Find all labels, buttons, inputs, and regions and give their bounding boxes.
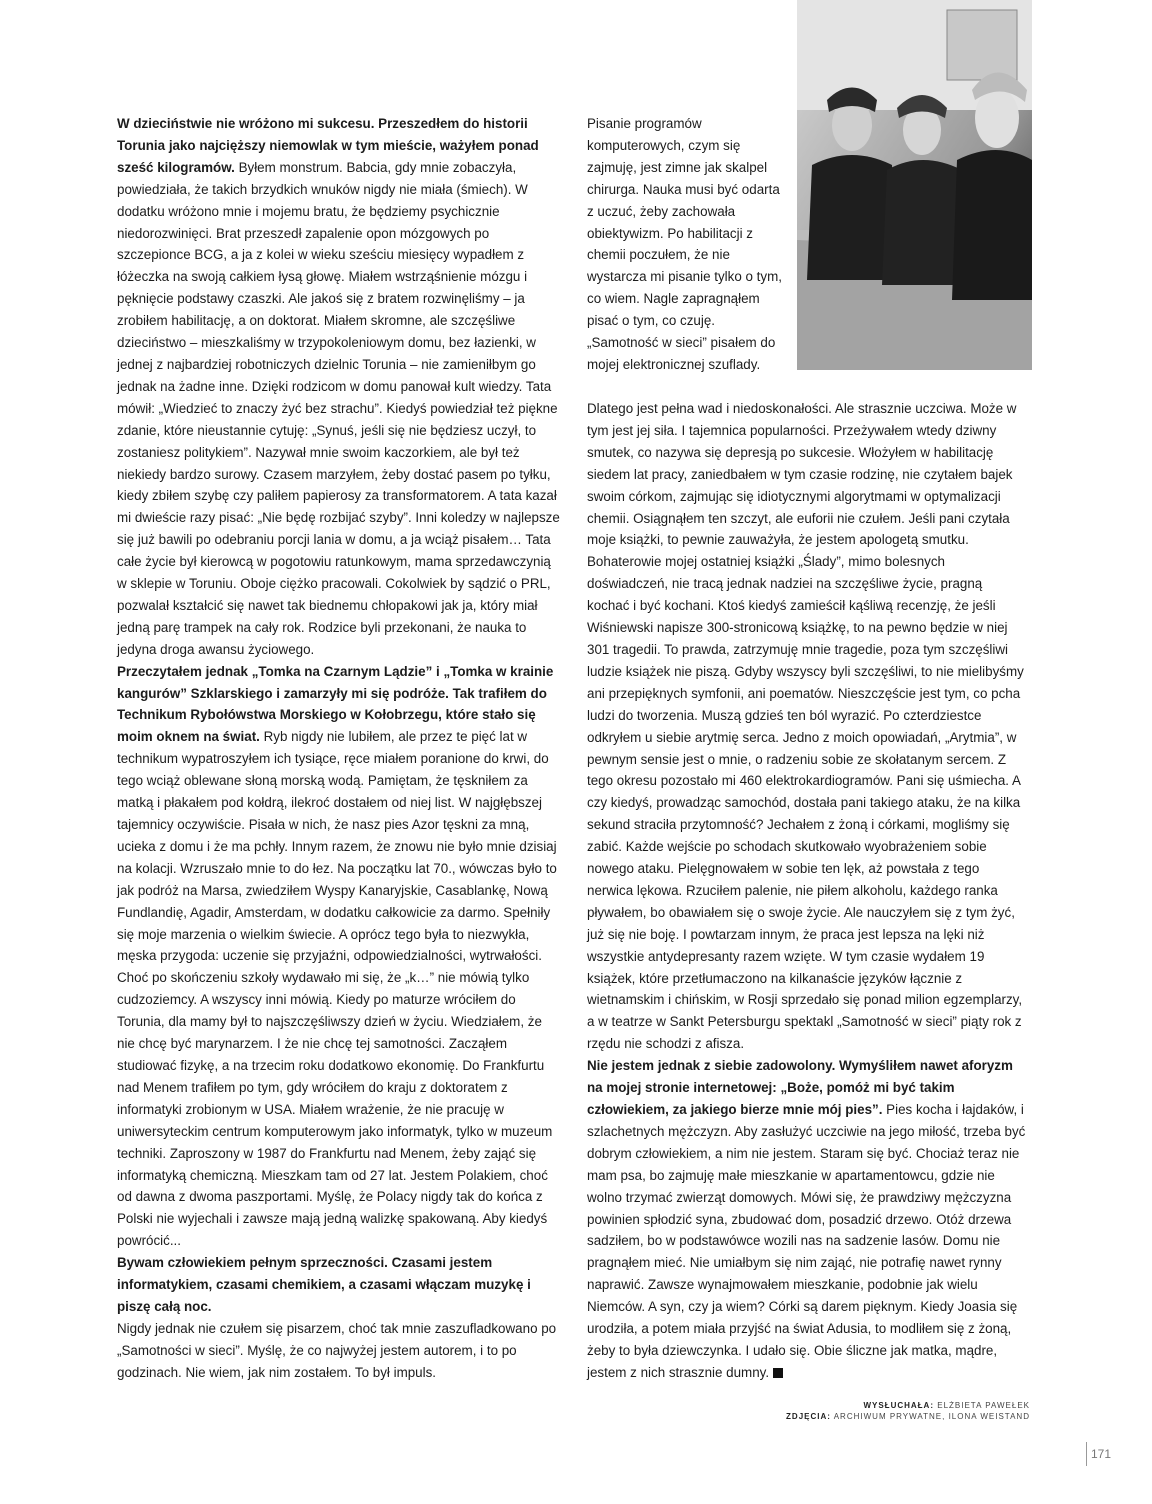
right-top-paragraph: Pisanie programów komputerowych, czym się zajmuję, jest zimne jak skalpel chirurga. Nauka musi być odarta z uczuć, żeby zachowała obiektywizm. Po habilitacji z chemii poczułem, że nie wystarcza mi pisanie tylko o tym, co wiem. Nagle zapragnąłem pisać o tym, co czuję. „Samotność w sieci” pisałem do mojej elektronicznej szuflady. <box>587 116 782 372</box>
lead-text-2: Przeczytałem jednak „Tomka na Czarnym Lądzie” i „Tomka w krainie kangurów” Szklarskiego i zamarzyły mi się podróże. Tak trafiłem do Technikum Rybołówstwa Morskiego w Kołobrzegu, które stało się moim oknem na świat. <box>117 663 554 745</box>
archival-photo <box>797 0 1032 370</box>
credit-interview-name: ELŻBIETA PAWEŁEK <box>937 1401 1030 1410</box>
right-paragraph-2 <box>587 1055 1027 1384</box>
article-right-column <box>587 398 1027 1384</box>
left-paragraph-4 <box>117 1318 562 1384</box>
article-right-column-top <box>587 113 787 376</box>
credit-photo <box>786 1411 1030 1422</box>
credit-photo-label: ZDJĘCIA: <box>786 1412 831 1421</box>
body-text-3: Nigdy jednak nie czułem się pisarzem, choć tak mnie zaszufladkowano po „Samotności w sieci”. Myślę, że co najwyżej jestem autorem, i to po godzinach. Nie wiem, jak nim zostałem. To był impuls. <box>117 1320 557 1380</box>
photo-image <box>797 0 1032 370</box>
body-text-5: Pies kocha i łajdaków, i szlachetnych mężczyzn. Aby zasłużyć uczciwie na jego miłość, trzeba być dobrym człowiekiem, a nim nie jestem. Staram się być. Chociaż teraz nie mam psa, bo zajmuję małe mieszkanie w apartamentowcu, gdzie nie wolno trzymać zwierząt domowych. Mówi się, że prawdziwy mężczyzna powinien spłodzić syna, zbudować dom, posadzić drzewo. Otóż drzewa sadziłem, bo w podstawówce wozili nas na sadzenie lasów. Domu nie pragnąłem mieć. Nie umiałbym się nim zająć, nie potrafię nawet rynny naprawić. Zawsze wynajmowałem mieszkanie, podobnie jak wielu Niemców. A syn, czy ja wiem? Córki są darem pięknym. Kiedy Joasia się urodziła, a potem miała przyjść na świat Adusia, to modliłem się z żoną, żeby to była dziewczynka. I udało się. Obie śliczne jak matka, mądre, jestem z nich strasznie dumny. <box>587 1102 1026 1380</box>
body-text-1: Byłem monstrum. Babcia, gdy mnie zobaczyła, powiedziała, że takich brzydkich wnuków nigdy nie miała (śmiech). W dodatku wróżono mnie i mojemu bratu, że będziemy psychicznie niedorozwinięci. Brat przeszedł zapalenie opon mózgowych po szczepionce BCG, a ja z kolei w wieku sześciu miesięcy wypadłem z łóżeczka na swoją całkiem łysą głowę. Miałem wstrząśnienie mózgu i pęknięcie podstawy czaszki. Ale jakoś się z bratem rozwinęliśmy – ja zrobiłem habilitację, a on doktorat. Miałem skromne, ale szczęśliwe dzieciństwo – mieszkaliśmy w trzypokoleniowym domu, bez łazienki, w jednej z najbardziej robotniczych dzielnic Torunia – nie zamieniłbym go jednak na żadne inne. Dzięki rodzicom w domu panował kult wiedzy. Tata mówił: „Wiedzieć to znaczy żyć bez strachu”. Kiedyś powiedział też piękne zdanie, które nieustannie cytuję: „Synuś, jeśli się nie będziesz uczył, to zostaniesz politykiem”. Nazywał mnie swoim kaczorkiem, ale był też niekiedy bardzo surowy. Czasem marzyłem, żeby dostać pasem po tyłku, kiedy zbiłem szybę czy paliłem papierosy za transformatorem. A tata kazał mi dwieście razy pisać: „Nie będę rozbijać szyby”. Inni koledzy w najlepsze się już bawili po odebraniu porcji lania w domu, a ja wciąż pisałem… Tata całe życie był kierowcą w pogotowiu ratunkowym, mama sprzedawczynią w sklepie w Toruniu. Oboje ciężko pracowali. Cokolwiek by sądzić o PRL, pozwalał kształcić się nawet tak biednemu chłopakowi jak ja, który miał jedną parę trampek na cały rok. Rodzice byli przekonani, że nauka to jedyna droga awansu życiowego. <box>117 159 560 657</box>
credits <box>786 1400 1030 1422</box>
body-text-2: Ryb nigdy nie lubiłem, ale przez te pięć lat w technikum wypatroszyłem ich tysiące, ręce miałem poranione do krwi, do tego wciąż oblewane słoną morską wodą. Pamiętam, że tęskniłem za matką i płakałem pod kołdrą, ilekroć dostałem od niej list. W najgłębszej tajemnicy oczywiście. Pisała w nich, że nasz pies Azor tęskni za mną, ucieka z domu i że ma pchły. Innym razem, że znowu nie było mnie dzisiaj na kolacji. Wzruszało mnie to do łez. Na początku lat 70., wówczas było to jak podróż na Marsa, zwiedziłem Wyspy Kanaryjskie, Casablankę, Nową Fundlandię, Agadir, Amsterdam, w dodatku całkowicie za darmo. Spełniły się moje marzenia o wielkim świecie. A oprócz tego była to niezwykła, męska przygoda: uczenie się przyjaźni, odpowiedzialności, wytrwałości. Choć po skończeniu szkoły wydawało mi się, że „k…” nie mówią tylko cudzoziemcy. A wszyscy inni mówią. Kiedy po maturze wróciłem do Torunia, dla mamy był to najszczęśliwszy dzień w życiu. Wiedziałem, że nie chcę być marynarzem. I że nie chcę tej samotności. Zacząłem studiować fizykę, a na trzecim roku dodatkowo ekonomię. Do Frankfurtu nad Menem trafiłem po tym, gdy wróciłem do kraju z doktoratem z informatyki zrobionym w USA. Miałem wrażenie, że nie pracuję w uniwersyteckim centrum komputerowym jako informatyk, tylko w muzeum techniki. Zaproszony w 1987 do Frankfurtu nad Menem, żeby zająć się informatyką chemiczną. Mieszkam tam od 27 lat. Jestem Polakiem, choć od dawna z dwoma paszportami. Myślę, że Polacy nigdy tak do końca z Polski nie wyjechali i zawsze mają jedną walizkę spakowaną. Aby kiedyś powrócić... <box>117 729 557 1249</box>
lead-text-1: W dzieciństwie nie wróżono mi sukcesu. Przeszedłem do historii Torunia jako najcięższy niemowlak w tym mieście, ważyłem ponad sześć kilogramów. <box>117 116 539 175</box>
page-number: 171 <box>1086 1442 1111 1466</box>
credit-interview <box>786 1400 1030 1411</box>
end-mark-icon <box>773 1368 783 1378</box>
lead-text-4: Nie jestem jednak z siebie zadowolony. Wymyśliłem nawet aforyzm na mojej stronie internetowej: „Boże, pomóż mi być takim człowiekiem, za jakiego bierze mnie mój pies”. <box>587 1058 1013 1117</box>
body-text-4: Dlatego jest pełna wad i niedoskonałości. Ale strasznie uczciwa. Może w tym jest jej siła. I tajemnica popularności. Przeżywałem wtedy dziwny smutek, co nazywa się depresją po sukcesie. Włożyłem w habilitację siedem lat pracy, zaniedbałem w tym czasie rodzinę, nie czytałem bajek swoim córkom, zajmując się idiotycznymi algorytmami w optymalizacji chemii. Osiągnąłem ten szczyt, ale euforii nie czułem. Jeśli pani czytała moje książki, to pewnie zauważyła, że jestem apologetą smutku. Bohaterowie mojej ostatniej książki „Ślady”, mimo bolesnych doświadczeń, nie tracą jednak nadziei na szczęśliwe życie, pragną kochać i być kochani. Ktoś kiedyś zamieścił kąśliwą recenzję, że jeśli Wiśniewski napisze 300-stronicową książkę, to na pewno będzie w niej 301 tragedii. To prawda, zatrzymuję mnie tragedie, poza tym szczęśliwi ludzie książek nie piszą. Gdyby wszyscy byli szczęśliwi, to nie mielibyśmy ani przepięknych symfonii, ani poematów. Nieszczęście jest tym, co pcha ludzi do tworzenia. Muszą gdzieś ten ból wyrazić. Po czterdziestce odkryłem u siebie arytmię serca. Jedno z moich opowiadań, „Arytmia”, w pewnym sensie jest o mnie, o radzeniu sobie ze skołatanym sercem. Z tego okresu pozostało mi 460 elektrokardiogramów. Pani się uśmiecha. A czy kiedyś, prowadząc samochód, dostała pani takiego ataku, że na kilka sekund straciła przytomność? Jechałem z żoną i córkami, mogliśmy się zabić. Każde wejście po schodach skutkowało wyobrażeniem sobie nowego ataku. Pielęgnowałem w sobie ten lęk, aż powstała z tego nerwica lękowa. Rzuciłem palenie, nie piłem alkoholu, każdego ranka pływałem, bo obawiałem się o swoje życie. Ale nauczyłem się z tym żyć, już się nie boję. I powtarzam innym, że praca jest lepsza na lęki niż wszystkie antydepresanty razem wzięte. W tym czasie wydałem 19 książek, które przetłumaczono na kilkanaście języków łącznie z wietnamskim i chińskim, w Rosji sprzedało się ponad milion egzemplarzy, a w teatrze w Sankt Petersburgu spektakl „Samotność w sieci” piąty rok z rzędu nie schodzi z afisza. <box>587 401 1024 1052</box>
right-paragraph-1 <box>587 398 1027 1055</box>
left-paragraph-3 <box>117 1252 562 1318</box>
lead-text-3: Bywam człowiekiem pełnym sprzeczności. Czasami jestem informatykiem, czasami chemikiem, a czasami włączam muzykę i piszę całą noc. <box>117 1255 531 1314</box>
left-paragraph-2 <box>117 661 562 1252</box>
article-left-column <box>117 113 562 1384</box>
left-paragraph-1 <box>117 113 562 661</box>
credit-photo-name: ARCHIWUM PRYWATNE, ILONA WEISTAND <box>833 1412 1030 1421</box>
credit-interview-label: WYSŁUCHAŁA: <box>863 1401 934 1410</box>
